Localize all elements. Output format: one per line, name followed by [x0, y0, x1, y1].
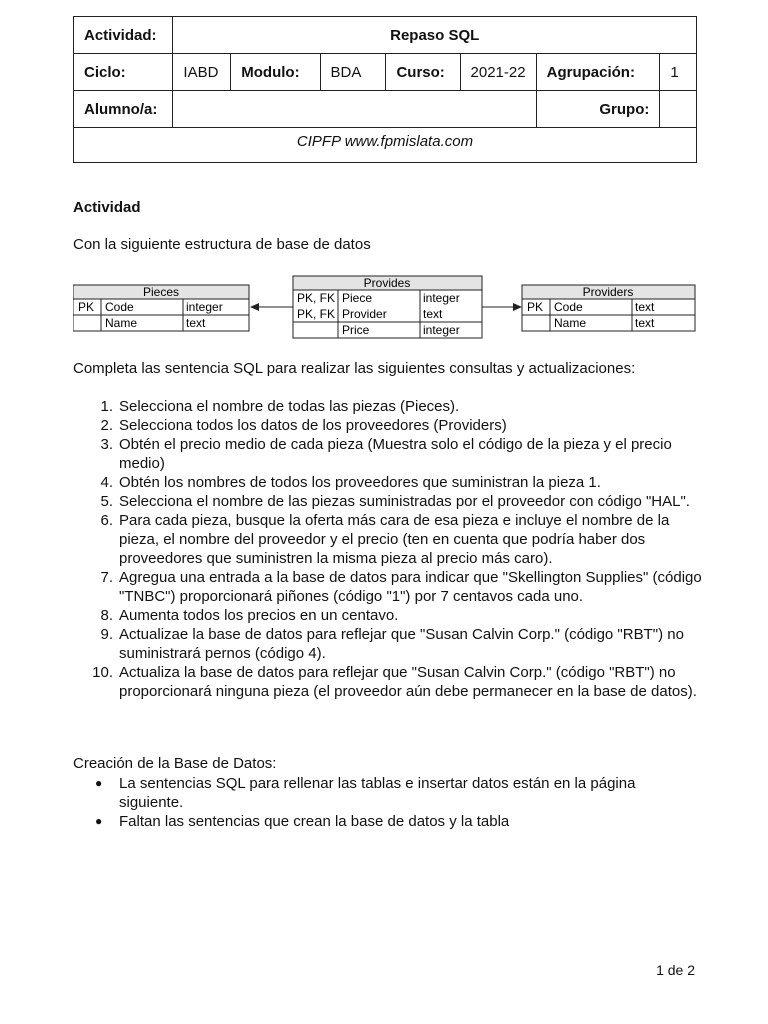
- provides-row-1-name: Piece: [342, 291, 373, 305]
- task-text: Aumenta todos los precios en un centavo.: [119, 607, 399, 624]
- relation-arrow-provides-to-pieces: [250, 303, 293, 311]
- modulo-label: Modulo:: [231, 54, 320, 91]
- task-text: Actualizae la base de datos para reflejar que "Susan Calvin Corp." (código "RBT") no suministrará pernos (código 4).: [119, 626, 684, 662]
- header-row-ciclo: [74, 54, 697, 91]
- pieces-row-1-key: PK: [78, 300, 95, 314]
- alumno-field: [173, 91, 536, 128]
- agrupacion-label: Agrupación:: [536, 54, 660, 91]
- grupo-label: Grupo:: [536, 91, 660, 128]
- provides-table-title: Provides: [363, 276, 411, 290]
- task-text: Actualiza la base de datos para reflejar que "Susan Calvin Corp." (código "RBT") no proporcionará ninguna pieza (el proveedor aún debe permanecer en la base de datos).: [119, 664, 697, 700]
- task-number: 3.: [100, 436, 113, 453]
- task-number: 2.: [100, 417, 113, 434]
- pieces-table: [73, 285, 249, 331]
- tasks-intro: Completa las sentencia SQL para realizar las siguientes consultas y actualizaciones:: [73, 360, 636, 377]
- header-row-alumno: [74, 91, 697, 128]
- task-text: Obtén los nombres de todos los proveedores que suministran la pieza 1.: [119, 474, 601, 491]
- task-number: 5.: [100, 493, 113, 510]
- providers-table: [522, 285, 695, 331]
- pieces-row-1-name: Code: [105, 300, 134, 314]
- bullet-item: [73, 774, 703, 812]
- bullet-dot-icon: ●: [95, 776, 103, 790]
- bullet-dot-icon: ●: [95, 814, 103, 828]
- provides-row-2-key: PK, FK: [297, 307, 336, 321]
- providers-row-1-key: PK: [527, 300, 544, 314]
- task-list: [73, 397, 703, 701]
- task-item: [73, 473, 703, 492]
- agrupacion-value: 1: [660, 54, 697, 91]
- creation-bullet-list: [73, 774, 703, 831]
- header-row-site: [74, 128, 697, 163]
- database-schema-diagram: [73, 274, 697, 342]
- task-number: 7.: [100, 569, 113, 586]
- provides-row-2-name: Provider: [342, 307, 387, 321]
- task-text: Selecciona el nombre de todas las piezas (Pieces).: [119, 398, 460, 415]
- task-item: [73, 397, 703, 416]
- ciclo-value: IABD: [173, 54, 231, 91]
- task-text: Agregua una entrada a la base de datos para indicar que "Skellington Supplies" (código "TNBC") proporcionará piñones (código "1") por 7 centavos cada uno.: [119, 569, 702, 605]
- providers-row-2-type: text: [635, 316, 655, 330]
- task-item: [73, 606, 703, 625]
- providers-row-2-name: Name: [554, 316, 587, 330]
- provides-row-3-type: integer: [423, 323, 460, 337]
- providers-row-1-type: text: [635, 300, 655, 314]
- arrow-head: [513, 303, 522, 311]
- intro-text: Con la siguiente estructura de base de datos: [73, 236, 371, 253]
- relation-arrow-provides-to-providers: [482, 303, 522, 311]
- task-text: Selecciona el nombre de las piezas suministradas por el proveedor con código "HAL".: [119, 493, 690, 510]
- ciclo-label: Ciclo:: [74, 54, 173, 91]
- task-item: [73, 492, 703, 511]
- pieces-row-2-name: Name: [105, 316, 138, 330]
- task-item: [73, 511, 703, 568]
- provides-row-1-key: PK, FK: [297, 291, 336, 305]
- task-text: Selecciona todos los datos de los proveedores (Providers): [119, 417, 507, 434]
- provides-row-1-type: integer: [423, 291, 460, 305]
- providers-row-1-name: Code: [554, 300, 583, 314]
- task-item: [73, 568, 703, 606]
- curso-value: 2021-22: [460, 54, 536, 91]
- modulo-value: BDA: [320, 54, 386, 91]
- pieces-row-1-type: integer: [186, 300, 223, 314]
- task-item: [73, 435, 703, 473]
- task-number: 6.: [100, 512, 113, 529]
- arrow-head: [250, 303, 259, 311]
- activity-header-table: [73, 16, 697, 163]
- task-text: Para cada pieza, busque la oferta más cara de esa pieza e incluye el nombre de la pieza, el nombre del proveedor y el precio (ten en cuenta que podría haber dos proveedores que suministren la misma pieza al precio más caro).: [119, 512, 670, 567]
- curso-label: Curso:: [386, 54, 460, 91]
- provides-row-3-name: Price: [342, 323, 370, 337]
- grupo-field: [660, 91, 697, 128]
- page-number: 1 de 2: [656, 962, 695, 978]
- pieces-row-2-type: text: [186, 316, 206, 330]
- provides-table: [293, 276, 482, 338]
- provides-row-2-type: text: [423, 307, 443, 321]
- creation-heading: Creación de la Base de Datos:: [73, 755, 277, 772]
- task-number: 4.: [100, 474, 113, 491]
- bullet-item: [73, 812, 703, 831]
- bullet-text: La sentencias SQL para rellenar las tablas e insertar datos están en la página siguiente.: [119, 775, 636, 811]
- actividad-value: Repaso SQL: [173, 17, 697, 54]
- task-number: 8.: [100, 607, 113, 624]
- bullet-text: Faltan las sentencias que crean la base de datos y la tabla: [119, 813, 510, 830]
- task-text: Obtén el precio medio de cada pieza (Muestra solo el código de la pieza y el precio medio): [119, 436, 672, 472]
- task-item: [73, 663, 703, 701]
- task-number: 1.: [100, 398, 113, 415]
- actividad-label: Actividad:: [74, 17, 173, 54]
- section-heading: Actividad: [73, 199, 141, 216]
- task-number: 9.: [100, 626, 113, 643]
- header-row-actividad: [74, 17, 697, 54]
- pieces-table-title: Pieces: [142, 285, 180, 299]
- site-text: CIPFP www.fpmislata.com: [74, 128, 697, 163]
- task-item: [73, 625, 703, 663]
- providers-table-title: Providers: [582, 285, 634, 299]
- task-number: 10.: [92, 664, 113, 681]
- alumno-label: Alumno/a:: [74, 91, 173, 128]
- task-item: [73, 416, 703, 435]
